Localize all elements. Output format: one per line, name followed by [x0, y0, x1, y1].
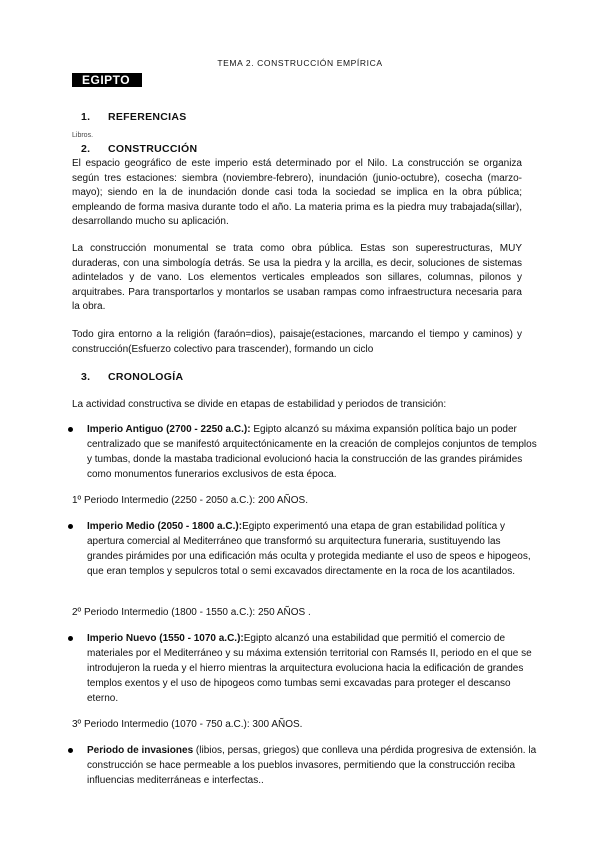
heading-text: REFERENCIAS [108, 111, 187, 123]
heading-cronologia [81, 371, 183, 383]
paragraph-construccion-3: Todo gira entorno a la religión (faraón=dios), paisaje(estaciones, marcando el tiempo y caminos) y construcción(Esfuerzo colectivo para trascender), formando un ciclo [72, 329, 522, 355]
heading-text: CRONOLOGÍA [108, 371, 184, 383]
heading-referencias [81, 111, 187, 123]
intermediate-period-2: 2º Periodo Intermedio (1800 - 1550 a.C.): 250 AÑOS . [72, 607, 311, 618]
heading-text: CONSTRUCCIÓN [108, 143, 198, 155]
intermediate-period-3: 3º Periodo Intermedio (1070 - 750 a.C.): 300 AÑOS. [72, 719, 303, 730]
bullet-icon [68, 524, 73, 529]
list-item-text [87, 631, 538, 706]
bullet-icon [68, 427, 73, 432]
list-item-bold: Imperio Nuevo (1550 - 1070 a.C.): [87, 633, 244, 644]
heading-number: 3. [81, 371, 91, 383]
paragraph-construccion-1: El espacio geográfico de este imperio está determinado por el Nilo. La construcción se organiza según tres estaciones: siembra (noviembre-febrero), inundación (junio-octubre), cosecha (marzo-mayo); siendo en la de inundación donde casi toda la sociedad se implica en la obra pública; empleando de forma masiva durante todo el año. La materia prima es la piedra muy trabajada(sillar), desarrollando mucho su aplicación. [72, 158, 522, 228]
heading-number: 1. [81, 111, 91, 123]
intermediate-period-1: 1º Periodo Intermedio (2250 - 2050 a.C.): 200 AÑOS. [72, 495, 309, 506]
list-item-bold: Imperio Antiguo (2700 - 2250 a.C.): [87, 424, 251, 435]
heading-construccion [81, 143, 197, 155]
list-item-bold: Imperio Medio (2050 - 1800 a.C.): [87, 521, 243, 532]
page-header: TEMA 2. CONSTRUCCIÓN EMPÍRICA [217, 58, 383, 68]
list-item-body: (libios, persas, griegos) que conlleva una pérdida progresiva de extensión. la construcción se hace permeable a los pueblos invasores, permitiendo que la construcción reciba influencias mediterráneas e interfectas.. [87, 745, 537, 786]
bullet-icon [68, 636, 73, 641]
list-item-text [87, 519, 538, 579]
list-item-bold: Periodo de invasiones [87, 745, 194, 756]
list-item-body: Egipto alcanzó una estabilidad que permitió el comercio de materiales por el Mediterráneo y su máxima extensión territorial con Ramsés II, periodo en el que se introdujeron la rueda y el hierro mientras la arquitectura evoluciona hacia la edificación de grandes templos exentos y el uso de hipogeos como tumbas semi excavadas para proteger el descanso eterno. [87, 633, 532, 704]
list-item-text [87, 743, 538, 788]
section-title-box: EGIPTO [72, 73, 142, 87]
paragraph-construccion-2: La construcción monumental se trata como obra pública. Estas son superestructuras, MUY duraderas, con una simbología detrás. Se usa la piedra y la arcilla, es decir, soluciones de sistemas adintelados y de vano. Los elementos verticales empleados son sillares, columnas, pilonos y arquitrabes. Para transportarlos y montarlos se usaban rampas como infraestructura necesaria para la obra. [72, 243, 522, 313]
referencias-note: Libros. [72, 132, 94, 139]
bullet-icon [68, 748, 73, 753]
list-item-body: Egipto alcanzó su máxima expansión política bajo un poder centralizado que se manifestó arquitectónicamente en la creación de complejos conjuntos de templos y tumbas, donde la mastaba tradicional evolucionó hacia la construcción de las grandes pirámides como monumentos funerarios exclusivos de esta época. [87, 424, 537, 480]
cronologia-intro: La actividad constructiva se divide en etapas de estabilidad y periodos de transición: [72, 399, 447, 410]
heading-number: 2. [81, 143, 91, 155]
list-item-text [87, 422, 538, 482]
list-item-body: Egipto experimentó una etapa de gran estabilidad política y apertura comercial al Mediterráneo que transformó su arquitectura funeraria, sustituyendo las grandes pirámides por una edificación más oculta y protegida mediante el uso de speos e hipogeos, que eran templos y sepulcros total o semi excavados directamente en la roca de los acantilados. [87, 521, 531, 577]
